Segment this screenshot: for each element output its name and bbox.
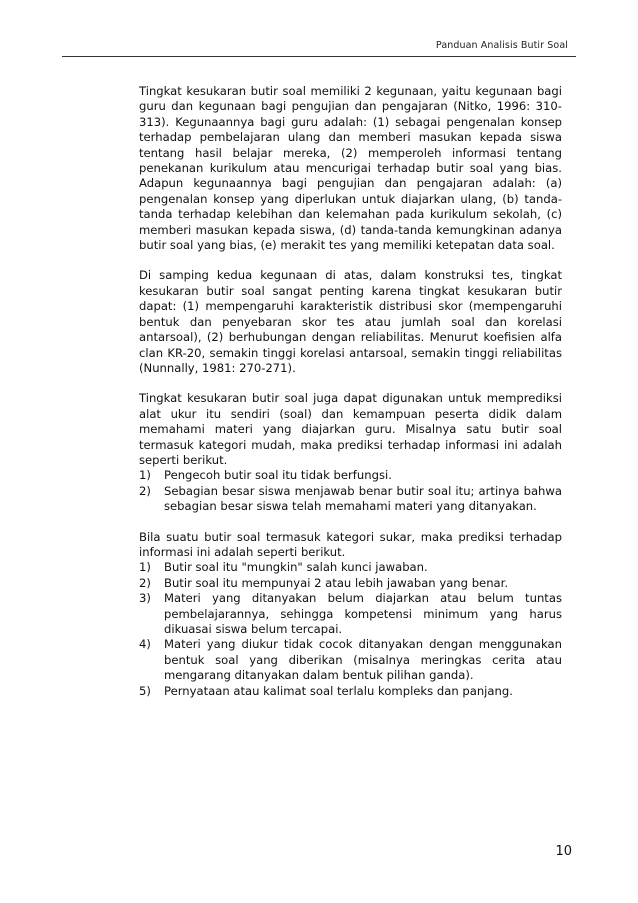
hard-intro: Bila suatu butir soal termasuk kategori sukar, maka prediksi terhadap informasi ini adalah seperti berikut. [139, 529, 562, 559]
list-item-text: Pernyataan atau kalimat soal terlalu kompleks dan panjang. [164, 683, 513, 698]
list-item [139, 576, 562, 591]
body-text [139, 84, 562, 714]
list-item-text: Pengecoh butir soal itu tidak berfungsi. [164, 468, 392, 483]
list-item-text: Sebagian besar siswa menjawab benar butir soal itu; artinya bahwa sebagian besar siswa telah memahami materi yang ditanyakan. [164, 483, 562, 514]
header-divider [62, 56, 576, 57]
easy-category-section [139, 391, 562, 514]
list-item-number: 2) [139, 483, 151, 498]
list-item-text: Materi yang ditanyakan belum diajarkan atau belum tuntas pembelajarannya, sehingga kompetensi minimum yang harus dikuasai siswa belum tercapai. [164, 591, 562, 636]
page-number: 10 [555, 844, 572, 859]
list-item-number: 2) [139, 575, 151, 590]
running-header: Panduan Analisis Butir Soal [435, 40, 568, 51]
list-item-text: Materi yang diukur tidak cocok ditanyakan dengan menggunakan bentuk soal yang diberikan (misalnya meringkas cerita atau mengarang ditanyakan dalam bentuk pilihan ganda). [164, 637, 562, 683]
list-item [139, 484, 562, 515]
list-item-number: 4) [139, 637, 151, 652]
list-item-number: 1) [139, 560, 151, 575]
hard-prediction-list [139, 560, 562, 699]
list-item [139, 468, 562, 483]
list-item-text: Butir soal itu mempunyai 2 atau lebih jawaban yang benar. [164, 575, 509, 590]
paragraph-1: Tingkat kesukaran butir soal memiliki 2 kegunaan, yaitu kegunaan bagi guru dan kegunaan bagi pengujian dan pengajaran (Nitko, 1996: 310-313). Kegunaannya bagi guru adalah: (1) sebagai pengenalan konsep terhadap pembelajaran ulang dan memberi masukan kepada siswa tentang hasil belajar mereka, (2) memperoleh informasi tentang penekanan kurikulum atau mencurigai terhadap butir soal yang bias. Adapun kegunaannya bagi pengujian dan pengajaran adalah: (a) pengenalan konsep yang diperlukan untuk diajarkan ulang, (b) tanda-tanda terhadap kelebihan dan kelemahan pada kurikulum sekolah, (c) memberi masukan kepada siswa, (d) tanda-tanda kemungkinan adanya butir soal yang bias, (e) merakit tes yang memiliki ketepatan data soal. [139, 84, 562, 253]
list-item-number: 3) [139, 591, 151, 606]
list-item-number: 1) [139, 468, 151, 483]
easy-intro: Tingkat kesukaran butir soal juga dapat digunakan untuk memprediksi alat ukur itu sendiri (soal) dan kemampuan peserta didik dalam memahami materi yang diajarkan guru. Misalnya satu butir soal termasuk kategori mudah, maka prediksi terhadap informasi ini adalah seperti berikut. [139, 391, 562, 467]
hard-category-section [139, 530, 562, 699]
list-item [139, 591, 562, 637]
list-item-number: 5) [139, 683, 151, 698]
list-item [139, 684, 562, 699]
list-item [139, 560, 562, 575]
list-item-text: Butir soal itu "mungkin" salah kunci jawaban. [164, 560, 428, 575]
list-item [139, 637, 562, 683]
easy-prediction-list [139, 468, 562, 514]
paragraph-2: Di samping kedua kegunaan di atas, dalam konstruksi tes, tingkat kesukaran butir soal sangat penting karena tingkat kesukaran butir dapat: (1) mempengaruhi karakteristik distribusi skor (mempengaruhi bentuk dan penyebaran skor tes atau jumlah soal dan korelasi antarsoal), (2) berhubungan dengan reliabilitas. Menurut koefisien alfa clan KR-20, semakin tinggi korelasi antarsoal, semakin tinggi reliabilitas (Nunnally, 1981: 270-271). [139, 268, 562, 375]
